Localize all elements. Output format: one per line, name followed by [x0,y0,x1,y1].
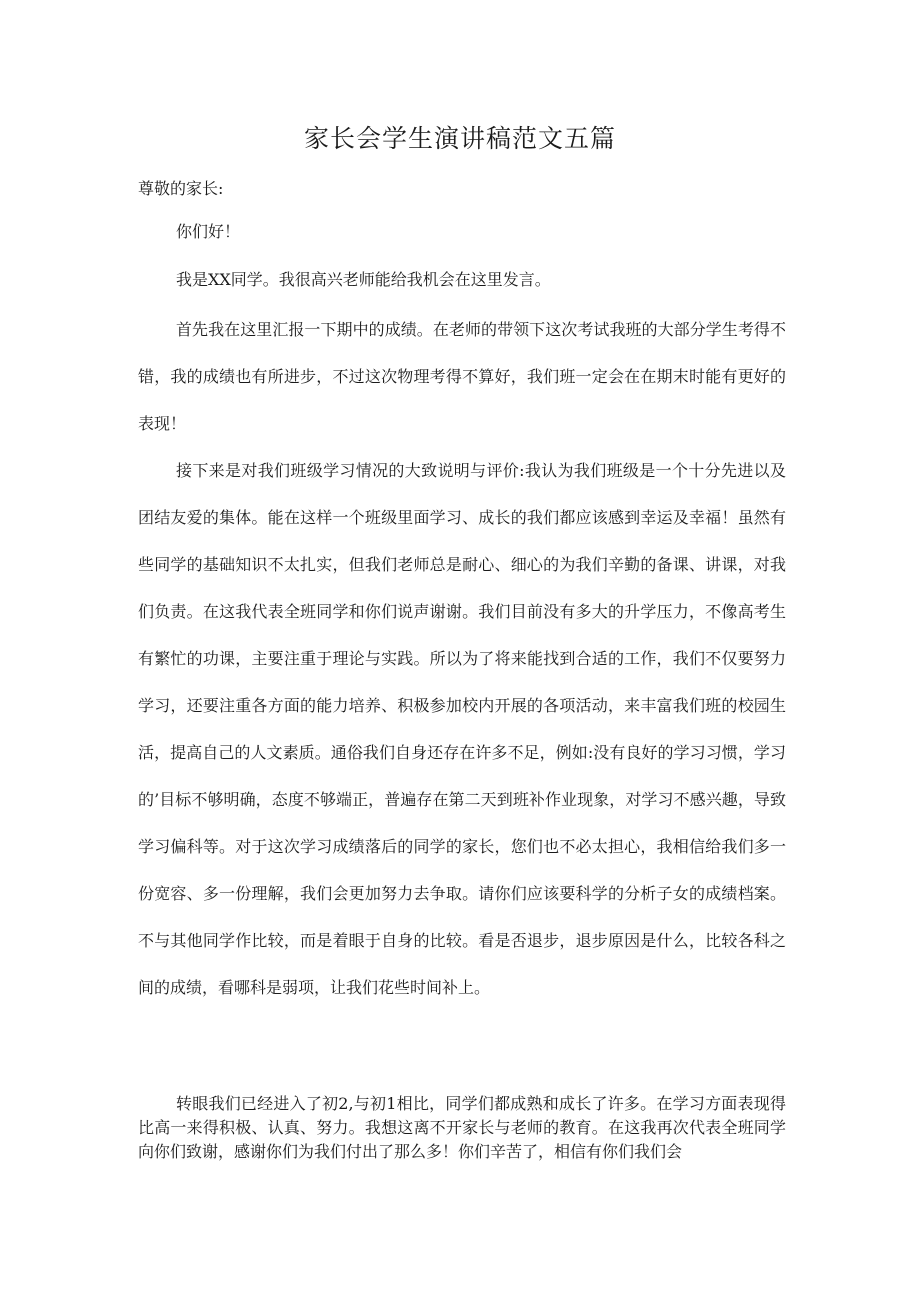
salutation: 尊敬的家长: [138,179,224,198]
paragraph-grade-two: 转眼我们已经进入了初2,与初1相比，同学们都成熟和成长了许多。在学习方面表现得比高一来得积极、认真、努力。我想这离不开家长与老师的教育。在这我再次代表全班同学向你们致谢，感谢你们为我们付出了那么多！你们辛苦了，相信有你们我们会 [138,1094,786,1161]
document-title: 家长会学生演讲稿范文五篇 [303,124,616,153]
paragraph-intro: 我是XX同学。我很高兴老师能给我机会在这里发言。 [176,270,551,289]
paragraph-greeting: 你们好！ [176,222,241,241]
paragraph-class-evaluation: 接下来是对我们班级学习情况的大致说明与评价:我认为我们班级是一个十分先进以及团结友爱的集体。能在这样一个班级里面学习、成长的我们都应该感到幸运及幸福！虽然有些同学的基础知识不太扎实，但我们老师总是耐心、细心的为我们辛勤的备课、讲课，对我们负责。在这我代表全班同学和你们说声谢谢。我们目前没有多大的升学压力，不像高考生有繁忙的功课，主要注重于理论与实践。所以为了将来能找到合适的工作，我们不仅要努力学习，还要注重各方面的能力培养、积极参加校内开展的各项活动，来丰富我们班的校园生活，提高自己的人文素质。通俗我们自身还存在许多不足，例如:没有良好的学习习惯，学习的’目标不够明确，态度不够端正，普遍存在第二天到班补作业现象，对学习不感兴趣，导致学习偏科等。对于这次学习成绩落后的同学的家长，您们也不必太担心，我相信给我们多一份宽容、多一份理解，我们会更加努力去争取。请你们应该要科学的分析子女的成绩档案。不与其他同学作比较，而是着眼于自身的比较。看是否退步，退步原因是什么，比较各科之间的成绩，看哪科是弱项，让我们花些时间补上。 [138,461,786,997]
paragraph-report: 首先我在这里汇报一下期中的成绩。在老师的带领下这次考试我班的大部分学生考得不错，我的成绩也有所进步，不过这次物理考得不算好，我们班一定会在在期末时能有更好的表现！ [138,320,786,433]
